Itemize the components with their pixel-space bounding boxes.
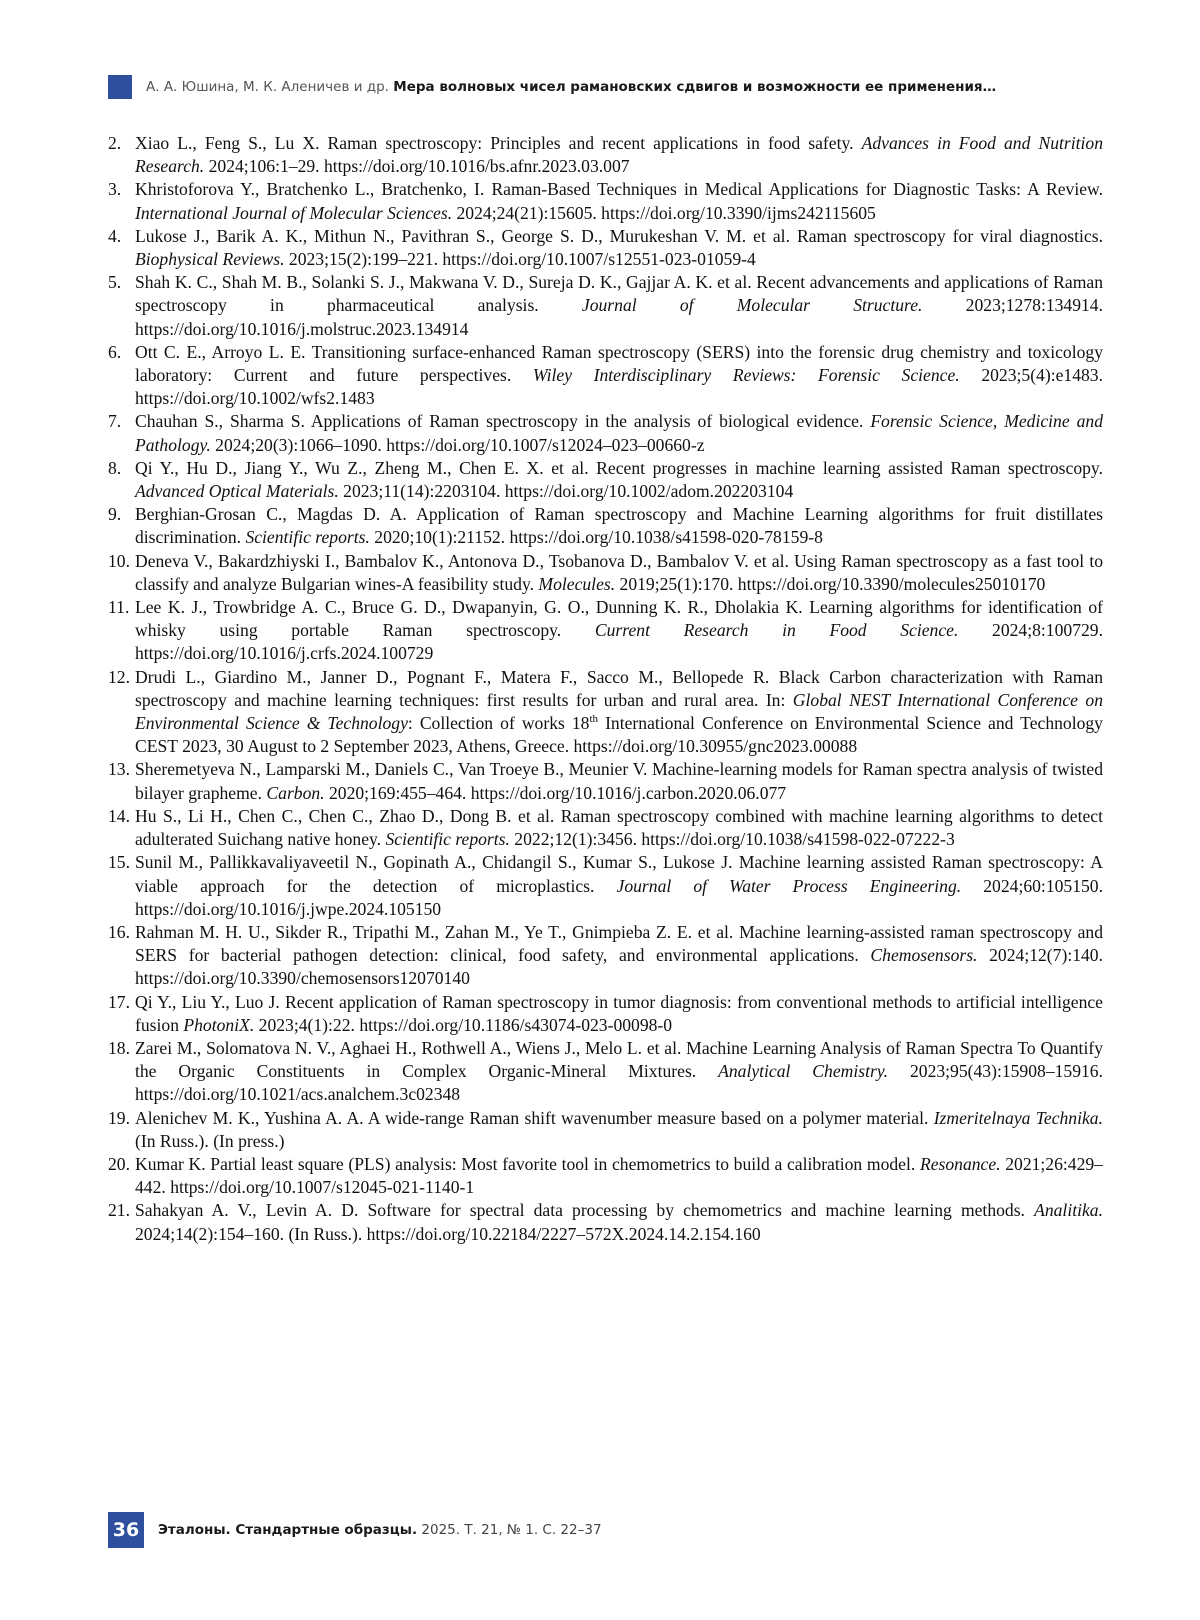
reference-text: Lukose J., Barik A. K., Mithun N., Pavithran S., George S. D., Murukeshan V. M. et al. Raman spectroscopy for viral diagnostics. [135, 225, 1103, 246]
reference-item [108, 178, 1103, 224]
reference-item [108, 921, 1103, 991]
reference-number: 2. [108, 133, 122, 153]
reference-item [108, 1153, 1103, 1199]
reference-journal: Journal of Water Process Engineering. [616, 875, 962, 896]
reference-number: 18. [108, 1037, 130, 1058]
reference-text: Qi Y., Liu Y., Luo J. Recent application of Raman spectroscopy in tumor diagnosis: from conventional methods to artificial intelligence fusion [135, 991, 1103, 1035]
reference-text: Rahman M. H. U., Sikder R., Tripathi M., Zahan M., Ye T., Gnimpieba Z. E. et al. Machine learning-assisted raman spectroscopy and SERS for bacterial pathogen detection: clinical, food safety, and environmental applications. [135, 921, 1103, 966]
reference-journal: Global NEST International Conference on Environmental Science & Technology [135, 689, 1103, 734]
running-header [108, 75, 1108, 99]
reference-text: Ott C. E., Arroyo L. E. Transitioning surface-enhanced Raman spectroscopy (SERS) into the forensic drug chemistry and toxicology laboratory: Current and future perspectives. [135, 341, 1103, 386]
reference-number: 10. [108, 550, 130, 571]
reference-item [108, 550, 1103, 596]
reference-number: 5. [108, 272, 122, 293]
reference-journal: Current Research in Food Science. [594, 620, 959, 641]
reference-item [108, 991, 1103, 1037]
reference-details-continued: International Conference on Environmental Science and Technology CEST 2023, 30 August to 2 September 2023, Athens, Greece. https://doi.org/10.30955/gnc2023.00088 [135, 713, 1103, 757]
reference-superscript: th [589, 713, 599, 726]
reference-text: Hu S., Li H., Chen C., Chen C., Zhao D., Dong B. et al. Raman spectroscopy combined with machine learning algorithms to detect adulterated Suichang native honey. [135, 805, 1103, 850]
reference-details: 2023;1278:134914. https://doi.org/10.1016/j.molstruc.2023.134914 [135, 295, 1104, 339]
reference-item [108, 666, 1103, 759]
reference-details: 2024;8:100729. https://doi.org/10.1016/j.crfs.2024.100729 [135, 620, 1103, 664]
reference-details: 2023;95(43):15908–15916. https://doi.org/10.1021/acs.analchem.3c02348 [135, 1061, 1104, 1105]
header-color-block [108, 75, 132, 99]
reference-journal: Advances in Food and Nutrition Research. [135, 133, 1103, 177]
reference-text: Alenichev M. K., Yushina A. A. A wide-range Raman shift wavenumber measure based on a polymer material. [135, 1107, 934, 1128]
reference-journal: Molecules. [538, 573, 616, 594]
reference-journal: PhotoniX. [183, 1014, 255, 1035]
reference-text: Lee K. J., Trowbridge A. C., Bruce G. D., Dwapanyin, G. O., Dunning K. R., Dholakia K. Learning algorithms for identification of whisky using portable Raman spectroscopy. [135, 597, 1103, 641]
reference-number: 15. [108, 852, 130, 873]
footer-journal: Эталоны. Стандартные образцы. [158, 1522, 418, 1538]
reference-details: : Collection of works 18 [407, 713, 590, 734]
reference-details: 2023;15(2):199–221. https://doi.org/10.1007/s12551-023-01059-4 [284, 249, 756, 270]
reference-number: 14. [108, 805, 130, 826]
reference-number: 11. [108, 597, 130, 618]
page-number: 36 [108, 1512, 144, 1548]
reference-text: Zarei M., Solomatova N. V., Aghaei H., Rothwell A., Wiens J., Melo L. et al. Machine Learning Analysis of Raman Spectra To Quantify the Organic Constituents in Complex Organic-Mineral Mixtures. [135, 1037, 1103, 1082]
reference-item [108, 1037, 1103, 1107]
reference-number: 9. [108, 504, 122, 525]
reference-text: Deneva V., Bakardzhiyski I., Bambalov K., Antonova D., Tsobanova D., Bambalov V. et al. Using Raman spectroscopy as a fast tool to classify and analyze Bulgarian wines-A feasibility study. [135, 550, 1103, 594]
reference-details: 2021;26:429–442. https://doi.org/10.1007/s12045-021-1140-1 [135, 1153, 1103, 1198]
reference-number: 6. [108, 341, 122, 362]
page-footer [108, 1512, 602, 1548]
reference-number: 17. [108, 991, 130, 1012]
reference-details: 2024;60:105150. https://doi.org/10.1016/j.jwpe.2024.105150 [135, 875, 1103, 919]
reference-number: 20. [108, 1153, 130, 1174]
reference-item [108, 341, 1103, 411]
reference-text: Kumar K. Partial least square (PLS) analysis: Most favorite tool in chemometrics to build a calibration model. [135, 1153, 920, 1174]
reference-details: 2020;169:455–464. https://doi.org/10.1016/j.carbon.2020.06.077 [324, 782, 787, 803]
reference-journal: Analitika. [1034, 1200, 1103, 1221]
reference-item [108, 805, 1103, 851]
reference-item [108, 1199, 1103, 1245]
reference-item [108, 457, 1103, 503]
reference-number: 4. [108, 225, 122, 246]
reference-journal: International Journal of Molecular Sciences. [135, 202, 453, 223]
reference-item [108, 758, 1103, 804]
reference-text: Chauhan S., Sharma S. Applications of Raman spectroscopy in the analysis of biological evidence. [135, 411, 871, 432]
reference-journal: Izmeritelnaya Technika. [933, 1107, 1103, 1128]
reference-journal: Biophysical Reviews. [135, 249, 285, 270]
reference-text: Khristoforova Y., Bratchenko L., Bratchenko, I. Raman-Based Techniques in Medical Applications for Diagnostic Tasks: A Review. [135, 179, 1103, 200]
reference-details: 2023;5(4):e1483. https://doi.org/10.1002/wfs2.1483 [135, 365, 1103, 409]
reference-details: 2024;106:1–29. https://doi.org/10.1016/bs.afnr.2023.03.007 [204, 156, 630, 177]
reference-details: 2022;12(1):3456. https://doi.org/10.1038/s41598-022-07222-3 [509, 829, 955, 850]
reference-text: Sahakyan A. V., Levin A. D. Software for spectral data processing by chemometrics and machine learning methods. [135, 1200, 1035, 1221]
reference-journal: Advanced Optical Materials. [135, 481, 339, 502]
reference-details: 2024;20(3):1066–1090. https://doi.org/10.1007/s12024–023–00660-z [210, 434, 705, 455]
reference-text: Xiao L., Feng S., Lu X. Raman spectroscopy: Principles and recent applications in food safety. [135, 133, 862, 153]
reference-number: 3. [108, 179, 122, 200]
reference-details: (In Russ.). (In press.) [135, 1130, 285, 1151]
reference-text: Sheremetyeva N., Lamparski M., Daniels C., Van Troeye B., Meunier V. Machine-learning models for Raman spectra analysis of twisted bilayer grapheme. [135, 759, 1103, 803]
reference-details: 2020;10(1):21152. https://doi.org/10.1038/s41598-020-78159-8 [369, 527, 823, 548]
reference-number: 13. [108, 759, 130, 780]
reference-text: Sunil M., Pallikkavaliyaveetil N., Gopinath A., Chidangil S., Kumar S., Lukose J. Machine learning assisted Raman spectroscopy: A viable approach for the detection of microplastics. [135, 852, 1103, 896]
reference-item [108, 851, 1103, 921]
reference-journal: Analytical Chemistry. [718, 1061, 889, 1082]
reference-text: Drudi L., Giardino M., Janner D., Pognant F., Matera F., Sacco M., Bellopede R. Black Carbon characterization with Raman spectroscopy and machine learning techniques: first results for urban and rural area. In: [135, 666, 1103, 710]
footer-issue: 2025. Т. 21, № 1. С. 22–37 [417, 1522, 602, 1538]
reference-number: 8. [108, 457, 122, 478]
reference-details: 2024;14(2):154–160. (In Russ.). https://doi.org/10.22184/2227–572X.2024.14.2.154.160 [135, 1223, 761, 1244]
reference-details: 2024;24(21):15605. https://doi.org/10.3390/ijms242115605 [452, 202, 876, 223]
reference-journal: Chemosensors. [870, 945, 978, 966]
reference-number: 21. [108, 1200, 130, 1221]
header-authors: А. А. Юшина, М. К. Аленичев и др. [146, 79, 389, 95]
reference-journal: Scientific reports. [385, 829, 510, 850]
reference-item [108, 132, 1103, 178]
reference-item [108, 1107, 1103, 1153]
reference-text: Qi Y., Hu D., Jiang Y., Wu Z., Zheng M., Chen E. X. et al. Recent progresses in machine learning assisted Raman spectroscopy. [135, 457, 1103, 478]
reference-list [108, 132, 1103, 1246]
reference-text: Shah K. C., Shah M. B., Solanki S. J., Makwana V. D., Sureja D. K., Gajjar A. K. et al. Recent advancements and applications of Raman spectroscopy in pharmaceutical analysis. [135, 272, 1103, 316]
reference-item [108, 410, 1103, 456]
reference-journal: Forensic Science, Medicine and Pathology. [135, 411, 1103, 455]
reference-number: 16. [108, 921, 130, 942]
reference-details: 2019;25(1):170. https://doi.org/10.3390/molecules25010170 [615, 573, 1046, 594]
footer-citation [158, 1522, 602, 1538]
reference-journal: Scientific reports. [245, 527, 370, 548]
reference-number: 12. [108, 666, 130, 687]
reference-details: 2024;12(7):140. https://doi.org/10.3390/chemosensors12070140 [135, 945, 1103, 989]
reference-journal: Carbon. [266, 782, 325, 803]
reference-journal: Wiley Interdisciplinary Reviews: Forensic Science. [532, 365, 960, 386]
reference-journal: Journal of Molecular Structure. [581, 295, 923, 316]
header-title: Мера волновых чисел рамановских сдвигов и возможности ее применения… [393, 79, 997, 95]
reference-item [108, 503, 1103, 549]
reference-journal: Resonance. [919, 1153, 1001, 1174]
reference-number: 19. [108, 1107, 130, 1128]
reference-item [108, 225, 1103, 271]
reference-details: 2023;11(14):2203104. https://doi.org/10.1002/adom.202203104 [338, 481, 794, 502]
reference-number: 7. [108, 411, 122, 432]
reference-text: Berghian-Grosan C., Magdas D. A. Application of Raman spectroscopy and Machine Learning algorithms for fruit distillates discrimination. [135, 504, 1103, 548]
reference-details: 2023;4(1):22. https://doi.org/10.1186/s43074-023-00098-0 [254, 1014, 673, 1035]
reference-item [108, 271, 1103, 341]
header-text [146, 79, 996, 95]
reference-item [108, 596, 1103, 666]
